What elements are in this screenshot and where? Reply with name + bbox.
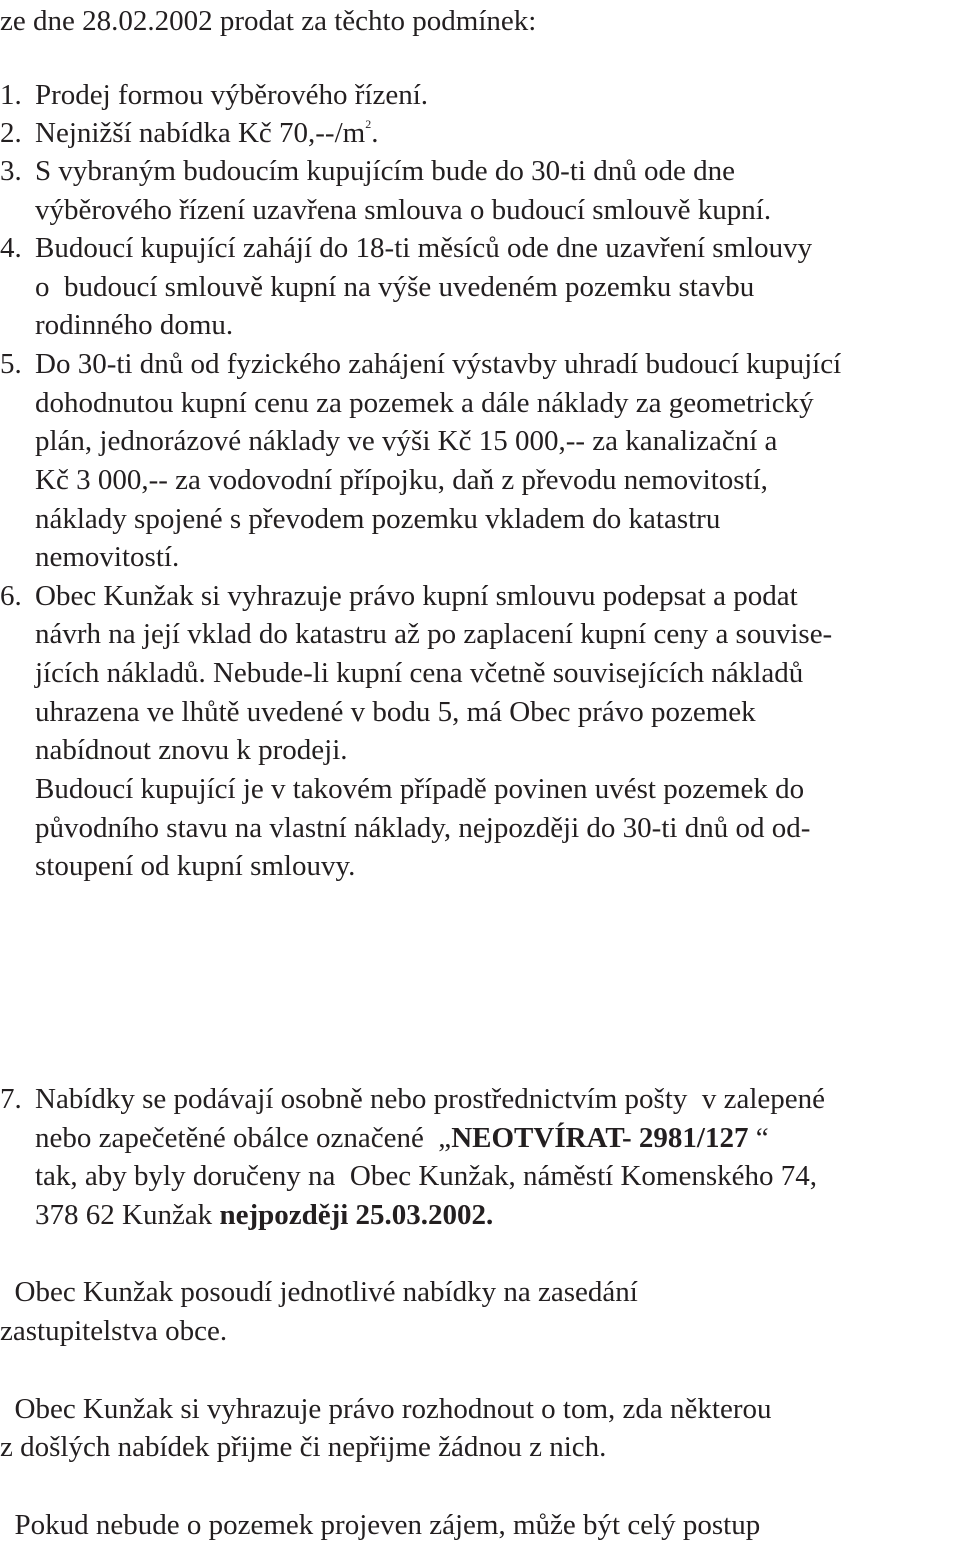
paragraph-line: Pokud nebude o pozemek projeven zájem, může být celý postup [0, 1509, 761, 1541]
intro-line: ze dne 28.02.2002 prodat za těchto podmínek: [0, 5, 537, 37]
item-7-line [35, 1196, 493, 1235]
envelope-label: NEOTVÍRAT- 2981/127 [451, 1122, 749, 1154]
paragraph-line: zastupitelstva obce. [0, 1315, 228, 1347]
item-5-line: náklady spojené s převodem pozemku vkladem do katastru [35, 503, 721, 535]
item-4-line: rodinného domu. [35, 309, 234, 341]
item-6-line: jících nákladů. Nebude-li kupní cena včetně souvisejících nákladů [35, 657, 804, 689]
item-5-line: plán, jednorázové náklady ve výši Kč 15 000,-- za kanalizační a [35, 425, 778, 457]
item-number: 3. [0, 155, 22, 187]
item-6-line: návrh na její vklad do katastru až po zaplacení kupní ceny a souvise- [35, 618, 833, 650]
item-5-line: dohodnutou kupní cenu za pozemek a dále náklady za geometrický [35, 387, 814, 419]
item-7-line2-pre: nebo zapečetěné obálce označené „ [35, 1122, 452, 1154]
item-5-line: Kč 3 000,-- za vodovodní přípojku, daň z převodu nemovitostí, [35, 464, 768, 496]
item-number: 6. [0, 580, 22, 612]
item-6-line: nabídnout znovu k prodeji. [35, 734, 348, 766]
item-6-line: původního stavu na vlastní náklady, nejpozději do 30-ti dnů od od- [35, 812, 811, 844]
item-7-line [35, 1119, 769, 1158]
item-2-main: Nejnižší nabídka Kč 70,--/m [35, 117, 366, 149]
deadline-date: nejpozději 25.03.2002. [219, 1199, 494, 1231]
item-2-tail: . [371, 117, 379, 149]
item-2-text [35, 114, 378, 153]
item-1-text: Prodej formou výběrového řízení. [35, 79, 429, 111]
item-4-line: o budoucí smlouvě kupní na výše uvedeném pozemku stavbu [35, 271, 755, 303]
item-number: 7. [0, 1083, 22, 1115]
item-5-line: nemovitostí. [35, 541, 180, 573]
paragraph-line: Obec Kunžak posoudí jednotlivé nabídky na zasedání [0, 1276, 638, 1308]
item-7-line: tak, aby byly doručeny na Obec Kunžak, náměstí Komenského 74, [35, 1160, 817, 1192]
item-number: 2. [0, 117, 22, 149]
item-6-line: uhrazena ve lhůtě uvedené v bodu 5, má Obec právo pozemek [35, 696, 756, 728]
item-5-line: Do 30-ti dnů od fyzického zahájení výstavby uhradí budoucí kupující [35, 348, 842, 380]
item-6-line: Obec Kunžak si vyhrazuje právo kupní smlouvu podepsat a podat [35, 580, 798, 612]
item-7-line: Nabídky se podávají osobně nebo prostřednictvím pošty v zalepené [35, 1083, 826, 1115]
item-7-line2-post: “ [748, 1122, 769, 1154]
paragraph-line: z došlých nabídek přijme či nepřijme žádnou z nich. [0, 1431, 607, 1463]
item-number: 5. [0, 348, 22, 380]
item-6-line: Budoucí kupující je v takovém případě povinen uvést pozemek do [35, 773, 805, 805]
item-number: 1. [0, 79, 22, 111]
item-number: 4. [0, 232, 22, 264]
item-7-line4-pre: 378 62 Kunžak [35, 1199, 220, 1231]
item-4-line: Budoucí kupující zahájí do 18-ti měsíců ode dne uzavření smlouvy [35, 232, 813, 264]
item-6-line: stoupení od kupní smlouvy. [35, 850, 356, 882]
paragraph-line: Obec Kunžak si vyhrazuje právo rozhodnout o tom, zda některou [0, 1393, 772, 1425]
superscript: 2 [365, 117, 372, 131]
item-3-line: S vybraným budoucím kupujícím bude do 30-ti dnů ode dne [35, 155, 735, 187]
item-3-line: výběrového řízení uzavřena smlouva o budoucí smlouvě kupní. [35, 194, 772, 226]
